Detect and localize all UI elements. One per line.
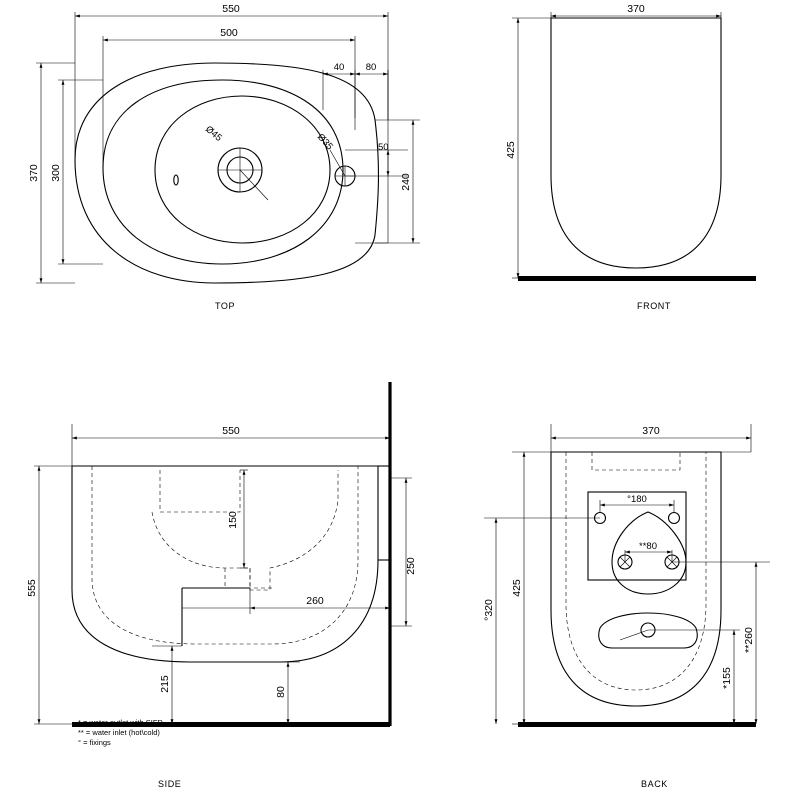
view-label-side: SIDE (158, 779, 182, 789)
svg-text:215: 215 (159, 675, 171, 693)
view-label-top: TOP (215, 301, 236, 311)
svg-text:80: 80 (365, 62, 377, 73)
svg-text:*155: *155 (721, 667, 733, 689)
view-back (483, 424, 770, 727)
svg-text:150: 150 (227, 511, 239, 529)
svg-text:250: 250 (405, 557, 417, 575)
view-label-back: BACK (641, 779, 668, 789)
view-side (26, 382, 417, 727)
svg-text:**260: **260 (743, 627, 755, 653)
svg-text:550: 550 (222, 3, 240, 15)
view-label-front: FRONT (637, 301, 671, 311)
svg-text:370: 370 (28, 164, 40, 182)
legend-line-1: * = water outlet with SIFR (78, 718, 163, 727)
svg-text:80: 80 (275, 686, 287, 698)
legend-line-2: ** = water inlet (hot\cold) (78, 728, 160, 737)
legend (78, 718, 163, 748)
svg-text:425: 425 (505, 141, 517, 159)
svg-text:240: 240 (400, 173, 412, 191)
svg-text:40: 40 (333, 62, 345, 73)
svg-text:550: 550 (222, 425, 240, 437)
svg-text:260: 260 (306, 595, 324, 607)
svg-text:370: 370 (642, 425, 660, 437)
svg-text:555: 555 (26, 579, 38, 597)
legend-line-3: ° = fixings (78, 738, 111, 747)
svg-text:°180: °180 (627, 494, 647, 505)
svg-text:425: 425 (511, 579, 523, 597)
view-top (28, 3, 420, 283)
view-front (505, 3, 756, 281)
svg-text:300: 300 (50, 164, 62, 182)
svg-text:°320: °320 (483, 599, 495, 621)
svg-text:50: 50 (378, 142, 389, 153)
svg-text:**80: **80 (639, 541, 657, 552)
svg-text:Ø35: Ø35 (314, 131, 335, 153)
svg-text:370: 370 (627, 3, 645, 15)
svg-text:500: 500 (220, 27, 238, 39)
svg-text:Ø45: Ø45 (203, 123, 224, 144)
